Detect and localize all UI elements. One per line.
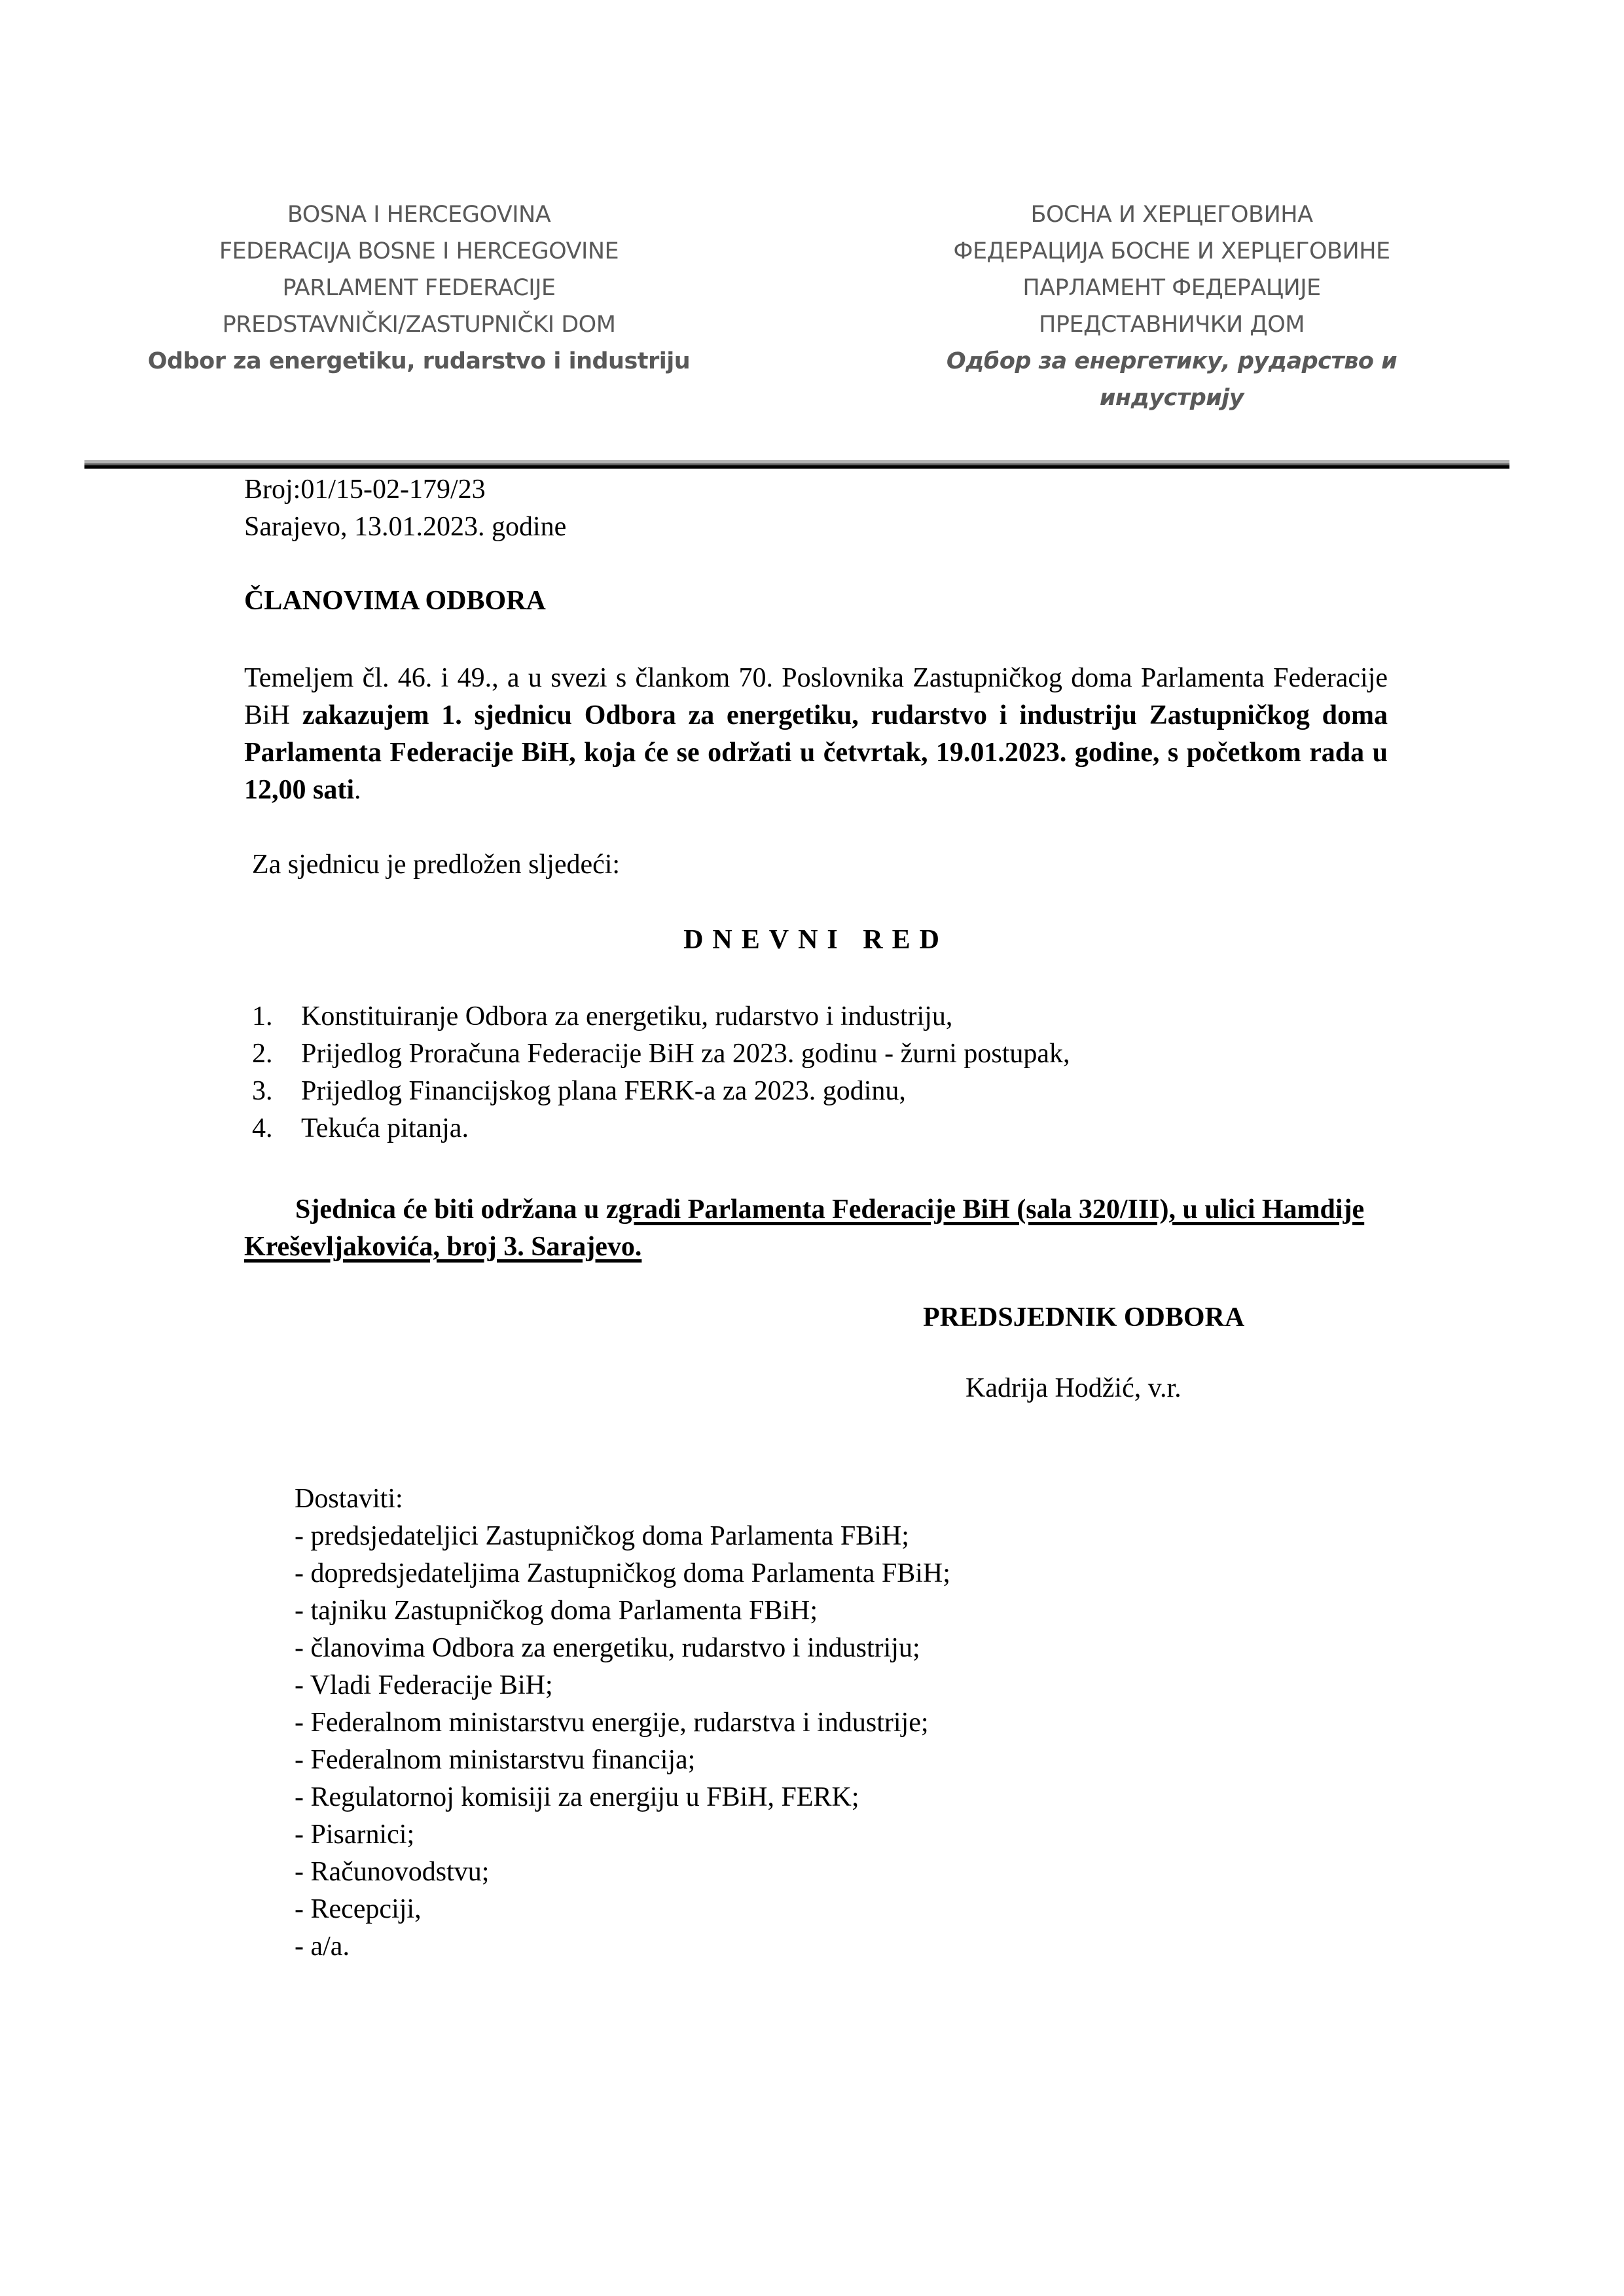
letterhead-line: PARLAMENT FEDERACIJE xyxy=(282,275,556,301)
intro-plain: Temeljem čl. 46. i 49., a u svezi s člankom 70. Poslovnika Zastupničkog doma Parlamenta Federacije BiH xyxy=(244,663,1388,730)
intro-bold: zakazujem 1. sjednicu Odbora za energetiku, rudarstvo i industriju Zastupničkog doma Parlamenta Federacije BiH, koja će se održati u četvrtak, 19.01.2023. godine, s početkom rada u 12,00 sati xyxy=(244,700,1388,805)
agenda-item xyxy=(252,1035,1070,1073)
distribution-label: Dostaviti: xyxy=(295,1484,403,1514)
agenda-item-text: Prijedlog Financijskog plana FERK-a za 2023. godinu, xyxy=(301,1076,906,1106)
distribution-item: - članovima Odbora za energetiku, rudarstvo i industriju; xyxy=(295,1633,920,1663)
letterhead-committee: Odbor za energetiku, rudarstvo i industriju xyxy=(147,348,691,374)
venue-address: gradi Parlamenta Federacije BiH (sala 320/III), u ulici Hamdije Kreševljakovića, broj 3. Sarajevo. xyxy=(244,1194,1365,1262)
letterhead-committee-line2: индустрију xyxy=(1099,385,1244,411)
distribution-item: - Regulatornoj komisiji za energiju u FBiH, FERK; xyxy=(295,1782,859,1812)
agenda-item xyxy=(252,1073,1070,1110)
agenda-item xyxy=(252,1110,1070,1147)
letterhead-latin xyxy=(92,196,746,380)
signature-name: Kadrija Hodžić, v.r. xyxy=(965,1373,1182,1403)
agenda-list xyxy=(252,998,1070,1147)
distribution-item: - Federalnom ministarstvu financija; xyxy=(295,1745,696,1775)
signature-title: PREDSJEDNIK ODBORA xyxy=(923,1302,1245,1333)
venue-paragraph xyxy=(244,1191,1390,1266)
header-divider xyxy=(84,460,1509,469)
letterhead-line: ПАРЛАМЕНТ ФЕДЕРАЦИЈЕ xyxy=(1022,275,1321,301)
distribution-item: - predsjedateljici Zastupničkog doma Parlamenta FBiH; xyxy=(295,1521,909,1551)
distribution-list xyxy=(295,1480,950,1965)
letterhead-line: PREDSTAVNIČKI/ZASTUPNIČKI DOM xyxy=(222,312,616,338)
intro-end: . xyxy=(354,775,361,805)
venue-plain: Sjednica će biti održana u z xyxy=(295,1194,619,1225)
distribution-item: - Računovodstvu; xyxy=(295,1857,490,1887)
place-date: Sarajevo, 13.01.2023. godine xyxy=(244,512,567,542)
letterhead-line: ПРЕДСТАВНИЧКИ ДОМ xyxy=(1039,312,1305,338)
proposed-text: Za sjednicu je predložen sljedeći: xyxy=(252,850,621,880)
letterhead-committee-line1: Одбор за енергетику, рударство и xyxy=(946,348,1398,374)
agenda-item xyxy=(252,998,1070,1035)
letterhead-line: FEDERACIJA BOSNE I HERCEGOVINE xyxy=(219,238,619,264)
distribution-item: - tajniku Zastupničkog doma Parlamenta FBiH; xyxy=(295,1596,818,1626)
reference-number: Broj:01/15-02-179/23 xyxy=(244,475,486,505)
distribution-item: - Recepciji, xyxy=(295,1894,422,1924)
reference-block xyxy=(244,471,566,546)
agenda-item-text: Tekuća pitanja. xyxy=(301,1113,469,1143)
distribution-item: - Federalnom ministarstvu energije, rudarstva i industrije; xyxy=(295,1708,929,1738)
distribution-item: - a/a. xyxy=(295,1931,350,1962)
letterhead-cyrillic xyxy=(844,196,1499,416)
letterhead-line: БОСНА И ХЕРЦЕГОВИНА xyxy=(1030,202,1313,228)
intro-paragraph xyxy=(244,660,1388,809)
distribution-item: - dopredsjedateljima Zastupničkog doma Parlamenta FBiH; xyxy=(295,1558,950,1588)
distribution-item: - Pisarnici; xyxy=(295,1820,415,1850)
agenda-title: DNEVNI RED xyxy=(683,925,948,955)
addressee: ČLANOVIMA ODBORA xyxy=(244,586,546,616)
agenda-item-number: 4. xyxy=(252,1113,273,1143)
letterhead-line: BOSNA I HERCEGOVINA xyxy=(287,202,551,228)
agenda-item-text: Prijedlog Proračuna Federacije BiH za 2023. godinu - žurni postupak, xyxy=(301,1039,1070,1069)
letterhead-line: ФЕДЕРАЦИЈА БОСНЕ И ХЕРЦЕГОВИНЕ xyxy=(953,238,1390,264)
agenda-item-number: 3. xyxy=(252,1076,273,1106)
distribution-item: - Vladi Federacije BiH; xyxy=(295,1670,553,1700)
agenda-item-text: Konstituiranje Odbora za energetiku, rudarstvo i industriju, xyxy=(301,1001,953,1031)
agenda-item-number: 2. xyxy=(252,1039,273,1069)
agenda-item-number: 1. xyxy=(252,1001,273,1031)
